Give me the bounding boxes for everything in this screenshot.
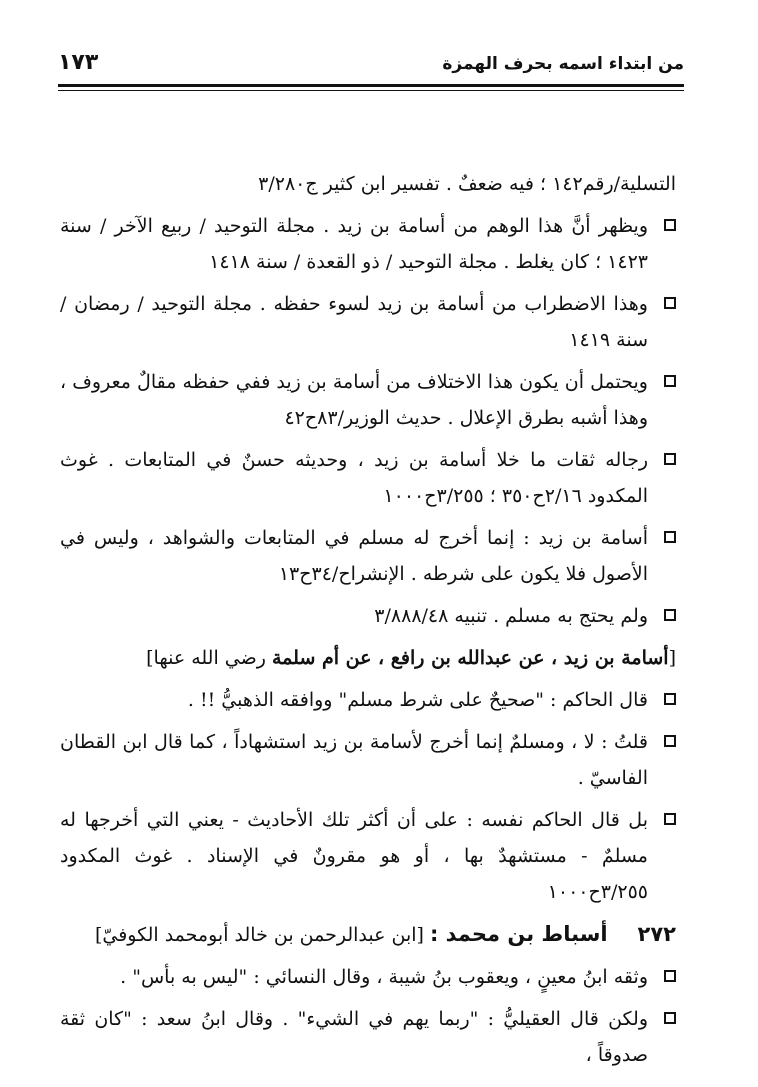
- square-bullet-icon: [664, 297, 676, 309]
- list-item: [60, 208, 676, 280]
- entry-detail: [ابن عبدالرحمن بن خالد أبومحمد الكوفيّ]: [94, 924, 430, 946]
- chain-close-bracket: ]: [146, 647, 154, 669]
- square-bullet-icon: [664, 735, 676, 747]
- list-item-text: قلتُ : لا ، ومسلمٌ إنما أخرج لأسامة بن زيد استشهاداً ، كما قال ابن القطان الفاسيّ .: [60, 731, 648, 789]
- list-item-text: أسامة بن زيد : إنما أخرج له مسلم في المتابعات والشواهد ، وليس في الأصول فلا يكون على شرطه . الإنشراح/٣٤ح١٣: [60, 527, 648, 585]
- list-item: [60, 959, 676, 995]
- square-bullet-icon: [664, 453, 676, 465]
- square-bullet-icon: [664, 1012, 676, 1024]
- list-item-text: وثقه ابنُ معينٍ ، ويعقوب بنُ شيبة ، وقال النسائي : "ليس به بأس" .: [120, 966, 648, 988]
- list-item-text: قال الحاكم : "صحيحٌ على شرط مسلم" ووافقه الذهبيُّ !! .: [187, 689, 648, 711]
- narrator-entry: [60, 916, 676, 953]
- square-bullet-icon: [664, 970, 676, 982]
- chain-open-bracket: [: [668, 647, 676, 669]
- list-item: [60, 598, 676, 634]
- list-item: [60, 364, 676, 436]
- page-header: [58, 42, 684, 82]
- list-item: [60, 682, 676, 718]
- chain-narrators: أسامة بن زيد ، عن عبدالله بن رافع ، عن أم سلمة: [271, 647, 669, 669]
- entry-name: أسباط بن محمد :: [429, 922, 608, 946]
- list-item: [60, 442, 676, 514]
- list-item-text: بل قال الحاكم نفسه : على أن أكثر تلك الأحاديث - يعني التي أخرجها له مسلمٌ - مستشهدٌ بها ، أو هو مقرونٌ في الإسناد . غوث المكدود ٣/٢٥٥ح١٠٠٠: [60, 809, 648, 903]
- list-item-text: ويحتمل أن يكون هذا الاختلاف من أسامة بن زيد ففي حفظه مقالٌ معروف ، وهذا أشبه بطرق الإعلال . حديث الوزير/٨٣ح٤٢: [60, 371, 648, 429]
- square-bullet-icon: [664, 813, 676, 825]
- running-title: من ابتداء اسمه بحرف الهمزة: [442, 54, 684, 74]
- square-bullet-icon: [664, 693, 676, 705]
- list-item-text: وهذا الاضطراب من أسامة بن زيد لسوء حفظه . مجلة التوحيد / رمضان / سنة ١٤١٩: [60, 293, 648, 351]
- list-item-text: ولم يحتج به مسلم . تنبيه ٣/٨٨٨/٤٨: [374, 605, 648, 627]
- page-body: [60, 166, 676, 1079]
- list-item: [60, 802, 676, 910]
- square-bullet-icon: [664, 219, 676, 231]
- header-rule-thick: [58, 84, 684, 87]
- list-item-text: ويظهر أنَّ هذا الوهم من أسامة بن زيد . مجلة التوحيد / ربيع الآخر / سنة ١٤٢٣ ؛ كان يغلط . مجلة التوحيد / ذو القعدة / سنة ١٤١٨: [60, 215, 648, 273]
- chain-blessing: رضي الله عنها: [153, 647, 272, 669]
- list-item: [60, 520, 676, 592]
- entry-number: ٢٧٢: [637, 922, 676, 946]
- square-bullet-icon: [664, 531, 676, 543]
- list-item: [60, 724, 676, 796]
- list-item-text: ولكن قال العقيليُّ : "ربما يهم في الشيء" . وقال ابنُ سعد : "كان ثقة صدوقاً ،: [60, 1008, 648, 1066]
- list-item: [60, 286, 676, 358]
- continued-line: التسلية/رقم١٤٢ ؛ فيه ضعفٌ . تفسير ابن كثير ج٣/٢٨٠: [258, 173, 676, 195]
- list-item-text: رجاله ثقات ما خلا أسامة بن زيد ، وحديثه حسنٌ في المتابعات . غوث المكدود ٢/١٦ح٣٥٠ ؛ ٣/٢٥٥ح١٠٠٠: [60, 449, 648, 507]
- square-bullet-icon: [664, 375, 676, 387]
- hadith-chain: [60, 640, 676, 676]
- header-rule-thin: [58, 90, 684, 91]
- page-number: ١٧٣: [58, 50, 99, 75]
- list-item: [60, 1001, 676, 1073]
- square-bullet-icon: [664, 609, 676, 621]
